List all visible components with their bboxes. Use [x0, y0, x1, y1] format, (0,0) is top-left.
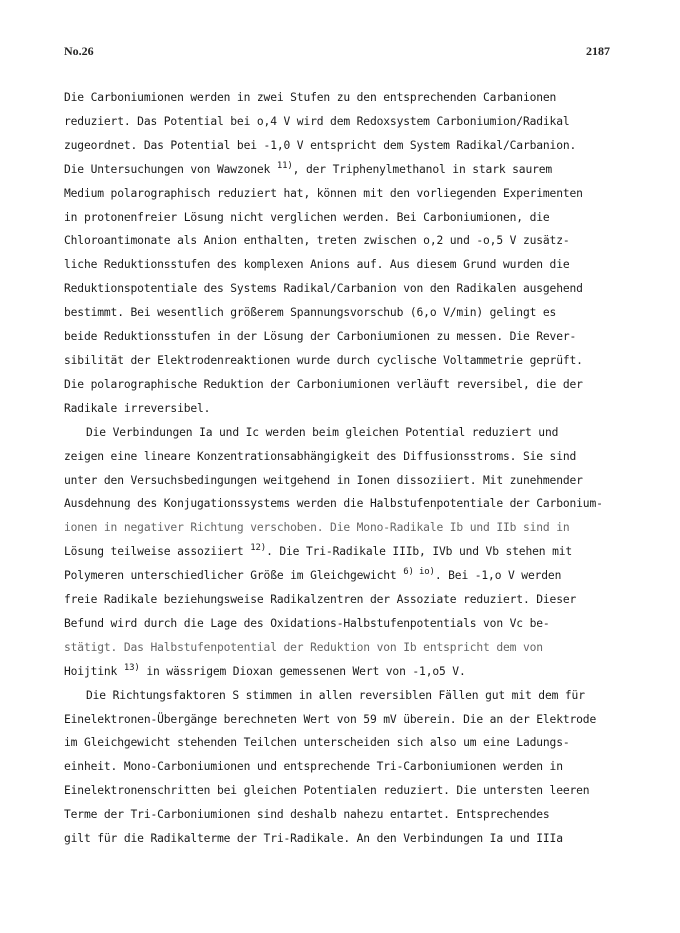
text-line: [64, 564, 624, 588]
text-line: Die Richtungsfaktoren S stimmen in allen reversiblen Fällen gut mit dem für: [86, 688, 585, 702]
text-line: unter den Versuchsbedingungen weitgehend in Ionen dissoziiert. Mit zunehmender: [64, 473, 583, 487]
text-line: [64, 158, 624, 182]
reference-marker: 11): [276, 160, 293, 171]
text-line: Befund wird durch die Lage des Oxidations-Halbstufenpotentials von Vc be-: [64, 616, 550, 630]
text-segment: . Bei -1,o V werden: [434, 569, 562, 583]
text-line: [64, 660, 624, 684]
text-line: einheit. Mono-Carboniumionen und entsprechende Tri-Carboniumionen werden in: [64, 760, 563, 774]
text-segment: . Die Tri-Radikale IIIb, IVb und Vb stehen mit: [266, 545, 573, 559]
text-line: [64, 540, 624, 564]
text-line: stätigt. Das Halbstufenpotential der Reduktion von Ib entspricht dem von: [64, 640, 543, 654]
text-line: Medium polarographisch reduziert hat, können mit den vorliegenden Experimenten: [64, 186, 583, 200]
text-line: reduziert. Das Potential bei o,4 V wird dem Redoxsystem Carboniumion/Radikal: [64, 114, 570, 128]
text-line: Chloroantimonate als Anion enthalten, treten zwischen o,2 und -o,5 V zusätz-: [64, 234, 570, 248]
text-line: in protonenfreier Lösung nicht verglichen werden. Bei Carboniumionen, die: [64, 210, 550, 224]
text-line: Die Carboniumionen werden in zwei Stufen zu den entsprechenden Carbanionen: [64, 91, 557, 104]
text-segment: Polymeren unterschiedlicher Größe im Gleichgewicht: [64, 569, 404, 583]
text-line: zugeordnet. Das Potential bei -1,0 V entspricht dem System Radikal/Carbanion.: [64, 138, 577, 152]
reference-marker: 13): [123, 662, 140, 673]
text-segment: Lösung teilweise assoziiert: [64, 545, 251, 559]
journal-issue-number: No.26: [64, 44, 94, 58]
text-line: Reduktionspotentiale des Systems Radikal/Carbanion von den Radikalen ausgehend: [64, 282, 583, 296]
text-line: im Gleichgewicht stehenden Teilchen unterscheiden sich also um eine Ladungs-: [64, 736, 570, 750]
body-text: [64, 86, 624, 851]
text-segment: , der Triphenylmethanol in stark saurem: [292, 162, 553, 176]
text-segment: Hoijtink: [64, 664, 124, 678]
text-line: Terme der Tri-Carboniumionen sind deshalb nahezu entartet. Entsprechendes: [64, 808, 550, 822]
text-line: ionen in negativer Richtung verschoben. Die Mono-Radikale Ib und IIb sind in: [64, 521, 570, 535]
text-segment: Die Untersuchungen von Wawzonek: [64, 162, 277, 176]
text-line: sibilität der Elektrodenreaktionen wurde durch cyclische Voltammetrie geprüft.: [64, 353, 583, 367]
text-line: bestimmt. Bei wesentlich größerem Spannungsvorschub (6,o V/min) gelingt es: [64, 306, 557, 320]
reference-marker: 12): [250, 543, 267, 554]
page-number: 2187: [586, 44, 610, 58]
text-line: liche Reduktionsstufen des komplexen Anions auf. Aus diesem Grund wurden die: [64, 258, 570, 272]
text-line: gilt für die Radikalterme der Tri-Radikale. An den Verbindungen Ia und IIIa: [64, 832, 563, 846]
text-line: zeigen eine lineare Konzentrationsabhängigkeit des Diffusionsstroms. Sie sind: [64, 449, 577, 463]
text-line: Die polarographische Reduktion der Carboniumionen verläuft reversibel, die der: [64, 377, 583, 391]
reference-marker: 6) io): [403, 567, 435, 578]
text-line: Einelektronenschritten bei gleichen Potentialen reduziert. Die untersten leeren: [64, 784, 590, 798]
text-line: freie Radikale beziehungsweise Radikalzentren der Assoziate reduziert. Dieser: [64, 593, 577, 607]
text-line: beide Reduktionsstufen in der Lösung der Carboniumionen zu messen. Die Rever-: [64, 330, 577, 344]
text-segment: in wässrigem Dioxan gemessenen Wert von -1,o5 V.: [139, 664, 466, 678]
text-line: Radikale irreversibel.: [64, 401, 211, 415]
text-line: Ausdehnung des Konjugationssystems werden die Halbstufenpotentiale der Carbonium-: [64, 497, 603, 511]
text-line: Einelektronen-Übergänge berechneten Wert von 59 mV überein. Die an der Elektrode: [64, 712, 597, 726]
text-line: Die Verbindungen Ia und Ic werden beim gleichen Potential reduziert und: [86, 425, 559, 439]
